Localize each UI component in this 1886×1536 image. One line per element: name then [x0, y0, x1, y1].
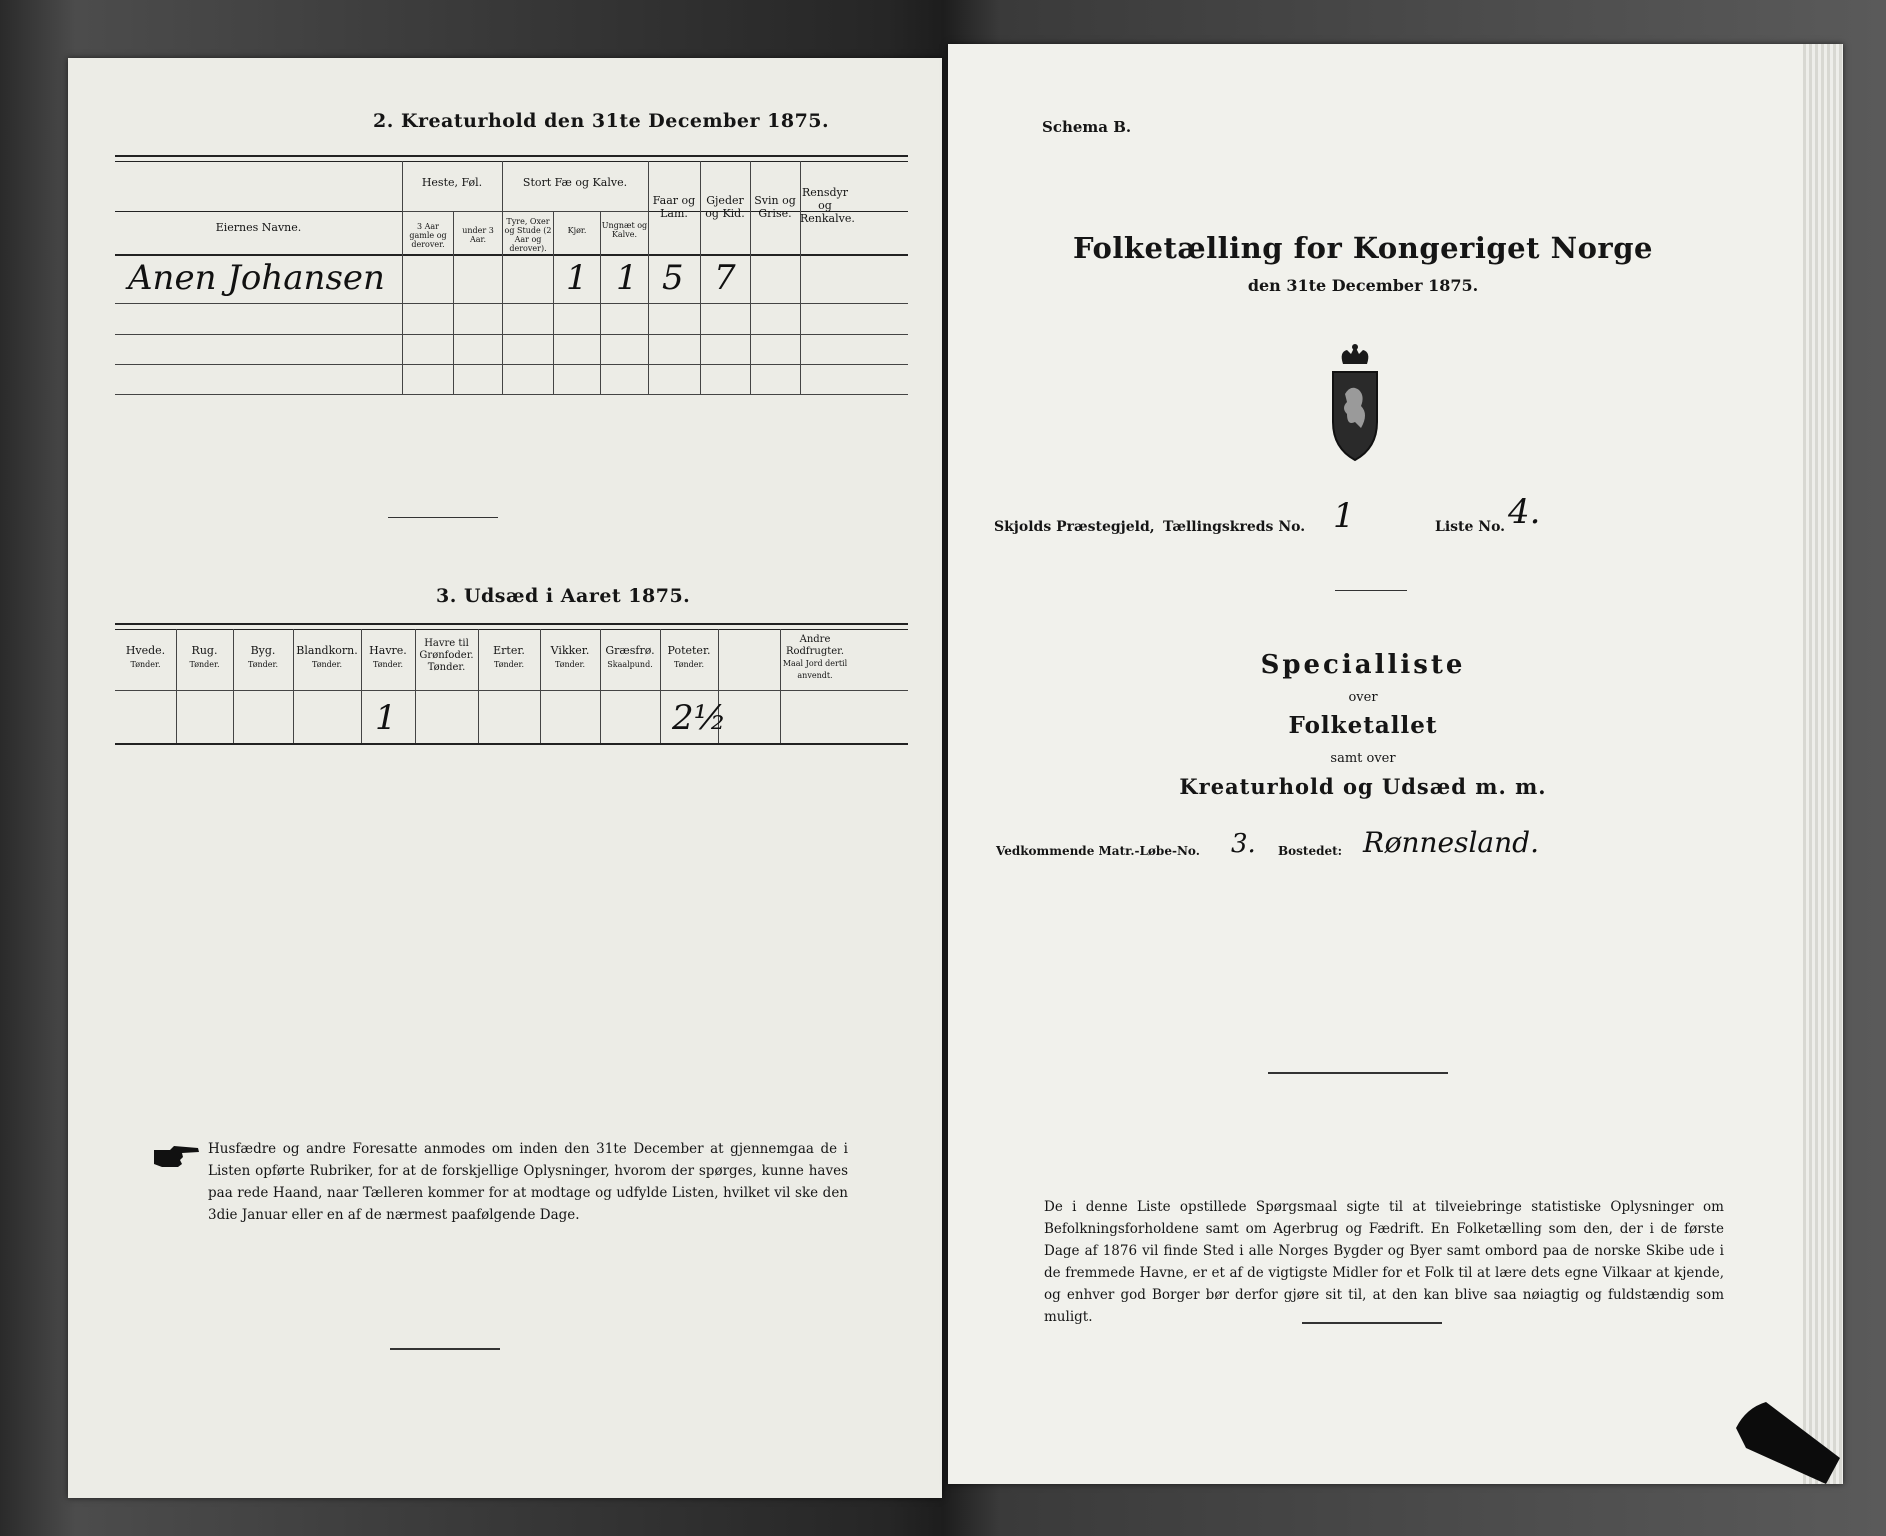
divider	[1268, 1072, 1448, 1074]
value-cows: 1	[566, 258, 588, 298]
specialliste-title: Specialliste	[1260, 650, 1466, 680]
bostedet-value: Rønnesland.	[1363, 826, 1539, 859]
left-notice: Husfædre og andre Foresatte anmodes om inden den 31te December at gjennemgaa de i Listen opførte Rubriker, for at de forskjellige Oplysninger, hvorom der spørges, kunne haves paa rede Haand, naar Tælleren kommer for at modtage og udfylde Listen, hvilket vil ske den 3die Januar eller en af de nærmest paafølgende Dage.	[208, 1141, 848, 1223]
seed-header-erter: Erter. Tønder.	[493, 644, 525, 669]
value-sheep: 5	[662, 258, 684, 298]
left-page	[68, 58, 942, 1498]
table-rule	[115, 334, 908, 335]
list-value: 4.	[1508, 492, 1541, 532]
seed-header-blandkorn: Blandkorn. Tønder.	[296, 644, 358, 669]
seed-header-poteter: Poteter. Tønder.	[667, 644, 711, 669]
header-cows: Kjør.	[567, 226, 587, 235]
seed-header-vikker: Vikker. Tønder.	[550, 644, 590, 669]
scan-corner-mark	[1726, 1398, 1846, 1488]
col-divider	[402, 161, 403, 394]
header-owner: Eiernes Navne.	[215, 221, 302, 234]
header-cattle: Stort Fæ og Kalve.	[522, 176, 628, 189]
value-young-cattle: 1	[616, 258, 638, 298]
right-page	[948, 44, 1843, 1484]
divider	[1335, 590, 1407, 591]
table-rule	[115, 623, 908, 625]
header-goats: Gjeder og Kid.	[705, 194, 745, 220]
header-horses: Heste, Føl.	[421, 176, 483, 189]
page-edge	[1803, 44, 1843, 1484]
table-rule	[402, 211, 648, 212]
seed-header-graesfro: Græsfrø. Skaalpund.	[605, 644, 655, 669]
header-young-cattle: Ungnæt og Kalve.	[601, 221, 648, 239]
divider	[390, 1348, 500, 1350]
divider	[388, 517, 498, 518]
over-label: over	[1348, 690, 1378, 705]
main-title: Folketælling for Kongeriget Norge	[1073, 231, 1653, 265]
table-rule	[115, 303, 908, 304]
header-pigs: Svin og Grise.	[754, 194, 796, 220]
main-date: den 31te December 1875.	[1247, 276, 1479, 295]
seed-header-havre-gronfoder: Havre til Grønfoder. Tønder.	[419, 638, 474, 673]
value-poteter: 2½	[672, 698, 727, 738]
value-havre: 1	[375, 698, 397, 738]
table-rule	[115, 394, 908, 395]
folketallet-title: Folketallet	[1288, 712, 1438, 739]
owner-name: Anen Johansen	[128, 258, 385, 298]
table-rule	[115, 364, 908, 365]
matr-value: 3.	[1231, 829, 1256, 859]
bostedet-label: Bostedet:	[1278, 844, 1343, 858]
table-rule	[115, 155, 908, 157]
col-divider	[502, 161, 503, 394]
seed-header-andre: Andre Rodfrugter. Maal Jord dertil anvendt.	[782, 634, 848, 680]
table-rule	[115, 161, 908, 162]
seed-header-havre: Havre. Tønder.	[369, 644, 407, 669]
seed-header-rug: Rug. Tønder.	[189, 644, 220, 669]
table-rule	[115, 743, 908, 745]
value-goats: 7	[714, 258, 736, 298]
right-notice: De i denne Liste opstillede Spørgsmaal sigte til at tilveiebringe statistiske Oplysninger om Befolkningsforholdene samt om Agerbrug og Fædrift. En Folketælling som den, der i de første Dage af 1876 vil finde Sted i alle Norges Bygder og Byer samt ombord paa de norske Skibe ude i de fremmede Havne, er et af de vigtigste Midler for et Folk til at lære dets egne Vilkaar at kjende, og enhver god Borger bør derfor gjøre sit til, at den kan blive saa nøiagtig og fuldstændig som muligt.	[1044, 1199, 1724, 1325]
district-value: 1	[1333, 496, 1355, 536]
coat-of-arms-icon	[1325, 344, 1385, 462]
table-rule	[115, 254, 908, 256]
header-horses-old: 3 Aar gamle og derover.	[409, 222, 447, 249]
header-horses-young: under 3 Aar.	[462, 226, 494, 244]
header-reindeer: Rensdyr og Renkalve.	[800, 186, 855, 225]
matr-label: Vedkommende Matr.-Løbe-No.	[996, 844, 1200, 858]
schema-label: Schema B.	[1042, 118, 1132, 136]
divider	[1302, 1322, 1442, 1324]
parish-label: Skjolds Præstegjeld,	[994, 519, 1155, 535]
seed-header-hvede: Hvede. Tønder.	[125, 644, 166, 669]
samt-over-label: samt over	[1330, 751, 1396, 766]
list-label: Liste No.	[1435, 519, 1506, 535]
district-label: Tællingskreds No.	[1163, 519, 1306, 535]
pointing-hand-icon	[152, 1144, 202, 1170]
kreaturhold-title: Kreaturhold og Udsæd m. m.	[1179, 774, 1547, 799]
section3-title: 3. Udsæd i Aaret 1875.	[436, 585, 691, 607]
header-sheep: Faar og Lam.	[652, 194, 696, 220]
header-bulls: Tyre, Oxer og Stude (2 Aar og derover).	[504, 217, 552, 253]
col-divider	[553, 211, 554, 394]
seed-header-byg: Byg. Tønder.	[247, 644, 279, 669]
section2-title: 2. Kreaturhold den 31te December 1875.	[373, 110, 830, 132]
